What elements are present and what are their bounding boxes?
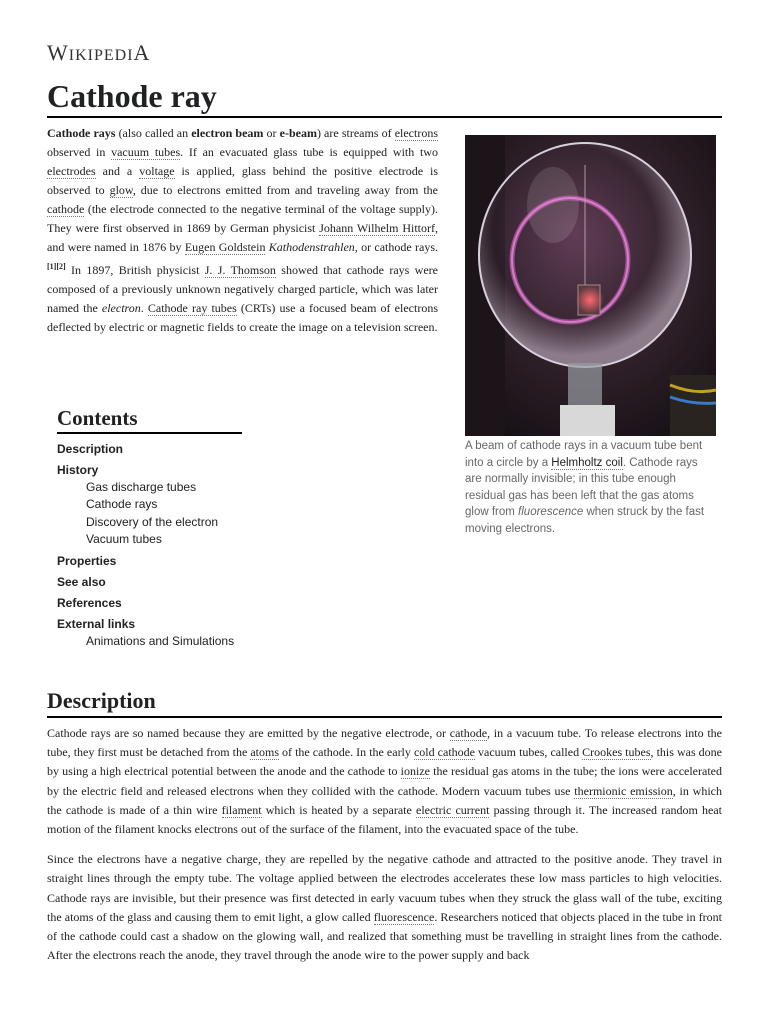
toc-item-label: Properties — [57, 554, 117, 569]
figure-caption — [465, 438, 717, 537]
text-run: , this was done by using a high electrical potential between the anode and the cathode to — [47, 745, 722, 779]
link-electrodes[interactable]: electrodes — [47, 164, 96, 178]
link-johann-wilhelm-hittorf[interactable]: Johann Wilhelm Hittorf — [319, 221, 435, 235]
text-run: showed that cathode rays were composed of a previously unknown negatively charged particle, which was later named the — [47, 263, 438, 315]
bold-term: e-beam — [279, 126, 317, 140]
link-fluorescence[interactable]: fluorescence — [373, 909, 435, 924]
text-run: observed in — [47, 145, 112, 159]
link-ionize[interactable]: ionize — [400, 764, 430, 779]
text-run: and a — [95, 164, 140, 178]
text-run: . — [140, 301, 148, 315]
text-run: when struck by the fast moving electrons. — [465, 506, 705, 535]
toc-item-external-links[interactable] — [57, 617, 247, 650]
toc-item-properties[interactable] — [57, 554, 247, 569]
text-run: , in which the cathode is made of a thin wire — [47, 783, 722, 817]
bold-term: Cathode rays — [47, 126, 116, 140]
description-section — [47, 686, 722, 976]
italic-term: Kathodenstrahlen — [268, 240, 355, 254]
text-run: ) are streams of — [316, 126, 395, 140]
wikipedia-wordmark[interactable] — [47, 40, 150, 66]
toc-item-references[interactable] — [57, 596, 247, 611]
link-filament[interactable]: filament — [221, 802, 262, 817]
citation-ref[interactable]: [1][2] — [47, 262, 66, 271]
link-cathode[interactable]: cathode — [47, 202, 85, 216]
lead-text — [47, 124, 438, 337]
link-thermionic-emission[interactable]: thermionic emission — [574, 783, 673, 798]
lead-paragraph — [47, 124, 438, 337]
bold-term: electron beam — [191, 126, 264, 140]
toc-title: Contents — [57, 404, 242, 434]
text-run: vacuum tubes, called — [474, 745, 583, 760]
text-run: , in a vacuum tube. To release electrons into the tube, they first must be detached from the — [47, 726, 722, 760]
toc-subitem-discovery-of-the-electron[interactable]: Discovery of the electron — [86, 514, 219, 529]
text-run: . Researchers noticed that objects placed in the tube in front of the cathode could cast a shadow on the glowing wall, and realized that something must be travelling in straight lines from the cathode. After the electrons reach the anode, they travel through the anode wire to the power supply and back — [47, 909, 723, 963]
text-run: . Cathode rays are normally invisible; in this tube enough residual gas has been left that the gas atoms glow from — [465, 456, 698, 518]
link-j-j-thomson[interactable]: J. J. Thomson — [204, 263, 276, 277]
toc-item-see-also[interactable] — [57, 575, 247, 590]
toc-item-label: See also — [57, 575, 106, 590]
description-heading: Description — [47, 686, 722, 718]
link-helmholtz-coil[interactable]: Helmholtz coil — [551, 456, 623, 469]
text-run: is applied, glass behind the positive electrode is observed to — [47, 164, 438, 197]
toc-subitem-animations-and-simulations[interactable]: Animations and Simulations — [86, 634, 235, 649]
description-paragraph-2 — [47, 850, 722, 965]
link-cathode-ray-tubes[interactable]: Cathode ray tubes — [147, 301, 237, 315]
link-electrons[interactable]: electrons — [394, 126, 438, 140]
text-run: of the cathode. In the early — [279, 745, 414, 760]
text-run: Since the electrons have a negative charge, they are repelled by the negative cathode and attracted to the positive anode. They travel in straight lines through the empty tube. The voltage applied between the electrodes accelerates these low mass particles to high velocities. Cathode rays are invisible, but their presence was first detected in early vacuum tubes when they struck the glass wall of the tube, exciting the atoms of the glass and causing them to emit light, a glow called — [47, 852, 722, 924]
wordmark-final: A — [133, 40, 151, 65]
italic-term: fluorescence — [518, 506, 584, 518]
text-run: which is heated by a separate — [261, 802, 417, 817]
infobox-figure — [465, 135, 717, 537]
tube-illustration — [465, 135, 716, 436]
text-run: , or cathode rays. — [354, 240, 438, 254]
link-crookes-tubes[interactable]: Crookes tubes — [582, 745, 651, 760]
toc-item-history[interactable] — [57, 463, 247, 548]
text-run: (CRTs) use a focused beam of electrons deflected by electric or magnetic fields to create the image on a television screen. — [47, 301, 438, 334]
toc-item-label: Description — [57, 442, 124, 456]
link-atoms[interactable]: atoms — [250, 745, 279, 760]
wordmark-middle: IKIPEDI — [68, 47, 134, 64]
link-vacuum-tubes[interactable]: vacuum tubes — [111, 145, 181, 159]
link-cold-cathode[interactable]: cold cathode — [413, 745, 475, 760]
toc-item-label: References — [57, 596, 122, 611]
page-title: Cathode ray — [47, 76, 722, 118]
toc-subitem-cathode-rays[interactable]: Cathode rays — [86, 497, 158, 512]
cathode-ray-tube-photo[interactable] — [465, 135, 716, 436]
text-run: or — [263, 126, 280, 140]
toc-subitem-vacuum-tubes[interactable]: Vacuum tubes — [86, 531, 162, 546]
text-run: A beam of cathode rays in a vacuum tube bent into a circle by a — [465, 440, 703, 469]
text-run: In 1897, British physicist — [65, 263, 205, 277]
table-of-contents — [57, 404, 247, 656]
toc-item-label: External links — [57, 617, 136, 632]
toc-subitem-gas-discharge-tubes[interactable]: Gas discharge tubes — [86, 480, 197, 494]
toc-sublist — [86, 633, 247, 650]
description-paragraph-1 — [47, 724, 722, 839]
toc-item-label: History — [57, 463, 99, 477]
toc-sublist — [86, 479, 247, 548]
text-run: , and were named in 1876 by — [47, 221, 438, 254]
text-run: Cathode rays are so named because they are emitted by the negative electrode, or — [47, 726, 450, 740]
link-voltage[interactable]: voltage — [139, 164, 175, 178]
text-run: passing through it. The increased random heat motion of the filament knocks electrons out of the surface of the filament, into the evacuated space of the tube. — [47, 802, 723, 837]
toc-item-description[interactable] — [57, 442, 247, 457]
link-electric-current[interactable]: electric current — [416, 802, 490, 817]
link-glow[interactable]: glow — [109, 183, 133, 197]
text-run: (the electrode connected to the negative terminal of the voltage supply). They were first observed in 1869 by German physicist — [47, 202, 438, 235]
text-run: (also called an — [115, 126, 192, 140]
text-run: , due to electrons emitted from and traveling away from the — [132, 183, 438, 197]
toc-list — [57, 442, 247, 650]
text-run: the residual gas atoms in the tube; the ions were accelerated by the electric field and released electrons when they collided with the cathode. Modern vacuum tubes use — [47, 764, 722, 798]
text-run: . If an evacuated glass tube is equipped with two — [180, 145, 438, 159]
link-eugen-goldstein[interactable]: Eugen Goldstein — [184, 240, 266, 254]
wordmark-initial: W — [47, 40, 69, 65]
link-cathode[interactable]: cathode — [449, 726, 488, 740]
italic-term: electron — [101, 301, 141, 315]
